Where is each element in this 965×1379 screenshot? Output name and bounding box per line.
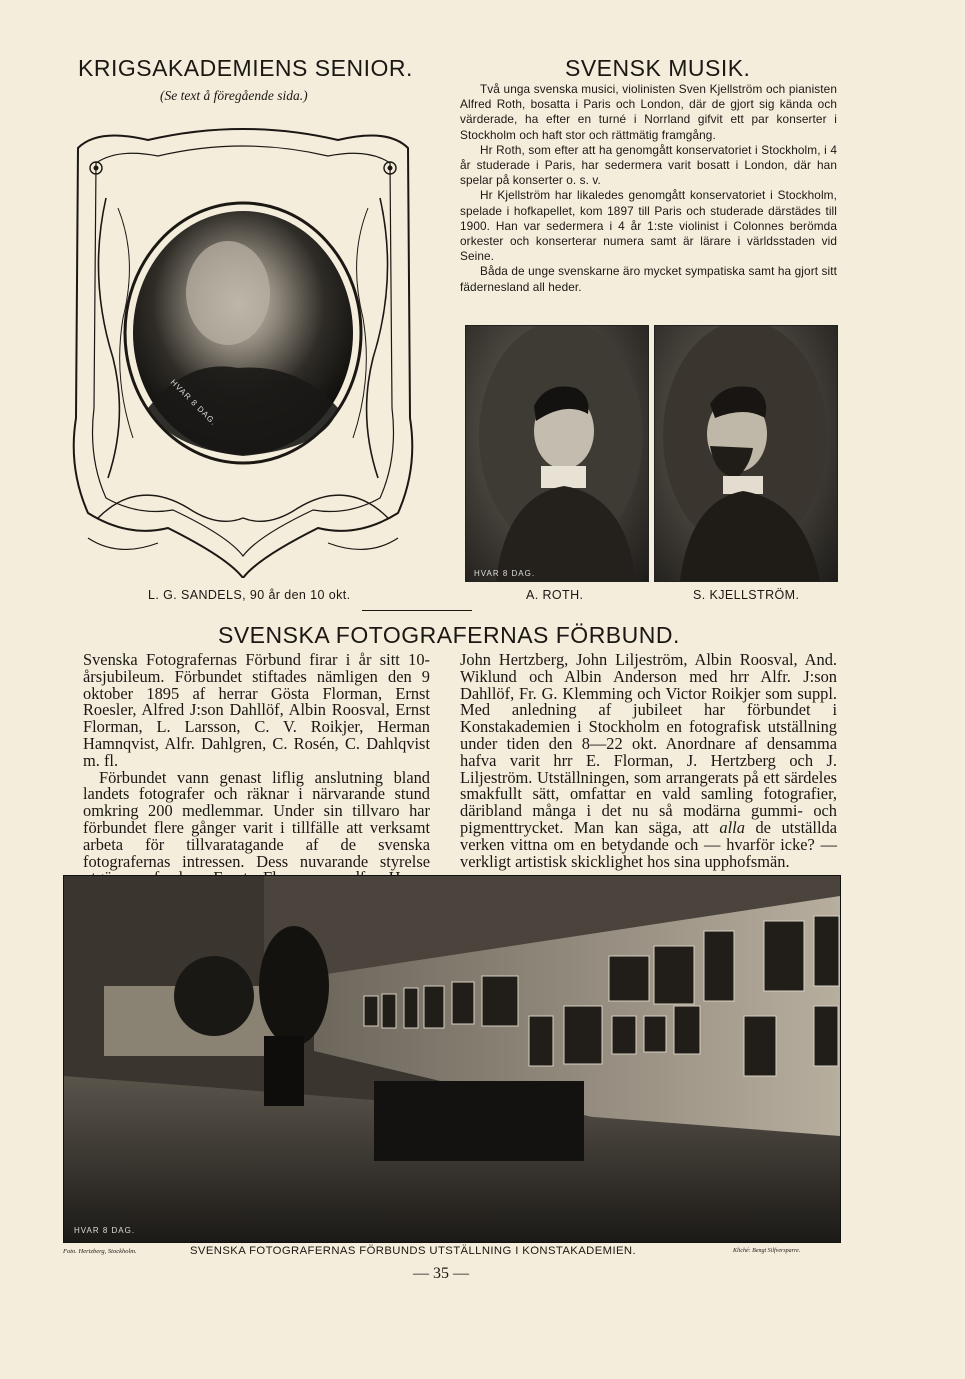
ornate-portrait-frame xyxy=(58,118,428,578)
paragraph-text: John Hertzberg, John Liljeström, Albin Roosval, And. Wiklund och Albin Anderson med hrr Alfr. J:son Dahllöf, Fr. G. Klemming och Victor Roikjer som suppl. Med anledning af jubileet har förbundet i Konstakademien i Stockholm en fotografisk utställning under tiden den 8—22 okt. Anordnare af densamma hafva varit hrr E. Florman, J. Hertzberg och J. Liljeström. Utställningen, som arrangerats på ett särdeles smakfullt sätt, omfattar en vald samling fotografier, däribland många i det nu så modärna gummi- och pigmenttrycket. Man kan säga, att xyxy=(460,650,837,837)
paragraph: Förbundet vann genast liflig anslutning bland landets fotografer och räknar i närvarande stund omkring 200 medlemmar. Under sin tillvaro har förbundet flere gånger varit i tillfälle att verksamt arbeta för tillvaratagande af de svenska fotografernas intressen. Dess nuvarande styrelse xyxy=(83,767,430,871)
divider xyxy=(362,610,472,611)
page-number: — 35 — xyxy=(413,1265,469,1282)
paragraph: Två unga svenska musici, violinisten Sven Kjellström och pianisten Alfred Roth, bosatta i Paris och London, där de gjort sig kända och värderade, ha efter en turné i Norrland gifvit ett par konserter i Stockholm och haft stor och rättmätig framgång. xyxy=(460,82,837,142)
right-article-title: SVENSK MUSIK. xyxy=(565,55,751,81)
photo-credit: Foto. Hertzberg, Stockholm. xyxy=(63,1248,137,1255)
watermark: HVAR 8 DAG. xyxy=(168,377,219,428)
profile-portrait-icon xyxy=(655,326,837,581)
right-article-body xyxy=(460,82,837,295)
roth-caption: A. ROTH. xyxy=(526,588,584,602)
roth-portrait xyxy=(465,325,649,582)
watermark: HVAR 8 DAG. xyxy=(474,569,536,578)
paragraph-text: de utställda verken vittna om en betydande och — hvarför icke? — verkligt artistisk skicklighet hos sina upphofsmän. xyxy=(460,817,837,871)
paragraph: Svenska Fotografernas Förbund firar i år sitt 10-årsjubileum. Förbundet stiftades nämligen den 9 oktober 1895 af herrar Gösta Florman, Ernst Roesler, Alfred J:son Dahllöf, Albin Roosval, Ernst Florman, L. Larsson, C. V. Roikjer, Herman Hamnqvist, Alfr. Dahlgren, C. Rosén, C. Dahlqvist m. fl. xyxy=(83,650,430,770)
profile-portrait-icon xyxy=(466,326,648,581)
exhibition-photo xyxy=(63,875,841,1243)
paragraph: Hr Roth, som efter att ha genomgått konservatoriet i Stockholm, i 4 år studerade i Paris, har sedermera varit bosatt i London, där han spelar på konserter o. s. v. xyxy=(460,142,837,188)
gallery-hall-icon xyxy=(64,876,840,1242)
watermark: HVAR 8 DAG. xyxy=(74,1226,136,1235)
left-article-title: KRIGSAKADEMIENS SENIOR. xyxy=(78,55,413,81)
kjellstrom-portrait xyxy=(654,325,838,582)
kjellstrom-caption: S. KJELLSTRÖM. xyxy=(693,588,800,602)
exhibition-caption: SVENSKA FOTOGRAFERNAS FÖRBUNDS UTSTÄLLNING I KONSTAKADEMIEN. xyxy=(190,1245,637,1257)
main-article-title: SVENSKA FOTOGRAFERNAS FÖRBUND. xyxy=(218,622,680,648)
emphasis: alla xyxy=(719,817,745,837)
main-column-1 xyxy=(83,652,430,904)
paragraph: Båda de unge svenskarne äro mycket sympatiska samt ha gjort sitt fädernesland all heder. xyxy=(460,264,837,294)
ornate-frame-portrait-icon xyxy=(58,118,428,578)
main-column-2 xyxy=(460,652,837,870)
paragraph: Hr Kjellström har likaledes genomgått konservatoriet i Stockholm, spelade i hofkapellet, kom 1897 till Paris och studerade därstädes till 1900. Han var sedermera i 4 år 1:ste violinist i Colonnes berömda orkester och konserterar numera samt är lärare i världsstaden vid Seine. xyxy=(460,188,837,264)
left-article-subtitle: (Se text å föregående sida.) xyxy=(160,88,308,103)
cliche-credit: Kliché: Bengt Silfversparre. xyxy=(733,1248,801,1254)
left-caption: L. G. SANDELS, 90 år den 10 okt. xyxy=(148,588,351,602)
